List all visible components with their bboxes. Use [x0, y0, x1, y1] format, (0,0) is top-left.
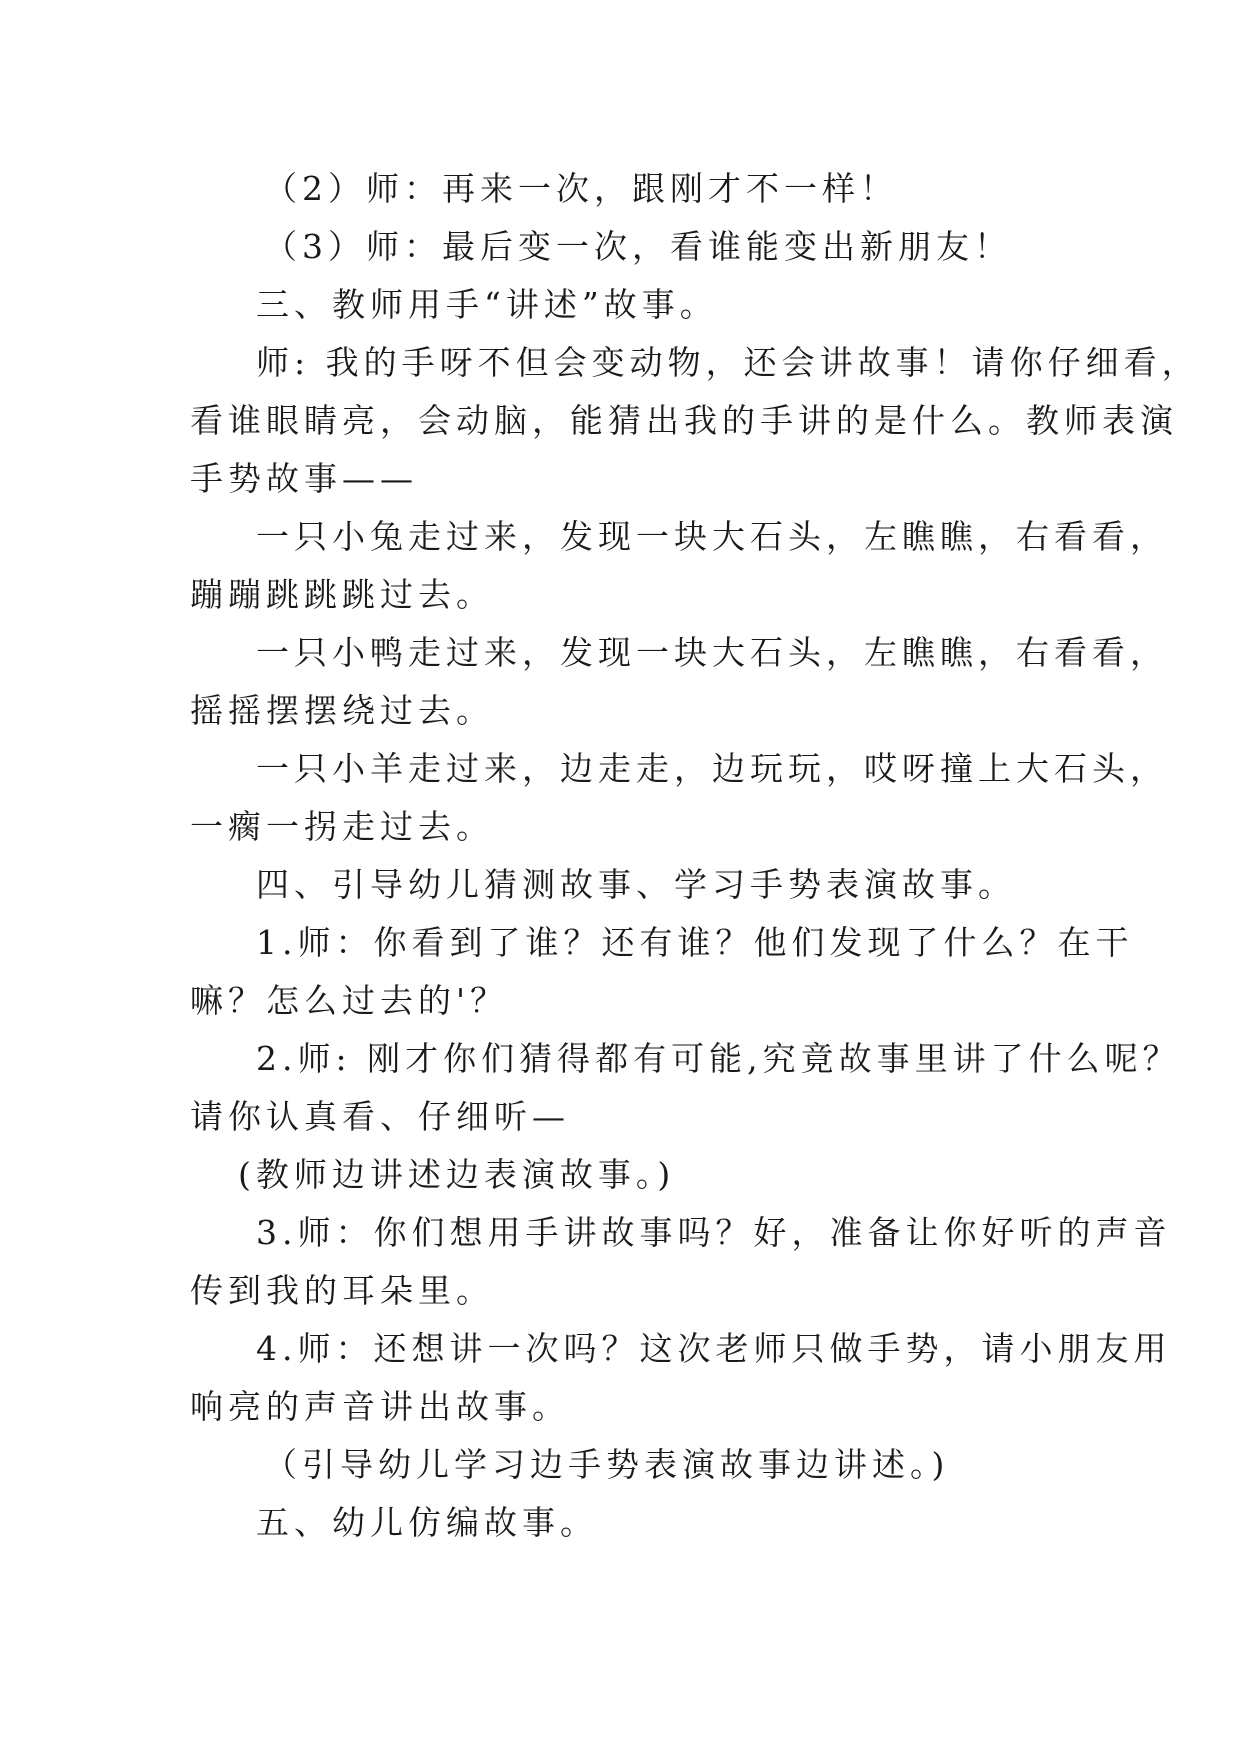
text-line: 2.师: 刚才你们猜得都有可能,究竟故事里讲了什么呢？ — [256, 1039, 1181, 1078]
text-line: （3）师：最后变一次，看谁能变出新朋友！ — [264, 227, 1012, 266]
text-line: （2）师：再来一次，跟刚才不一样！ — [264, 169, 898, 208]
text-line: 传到我的耳朵里。 — [190, 1271, 494, 1310]
text-line: （引导幼儿学习边手势表演故事边讲述。) — [264, 1445, 950, 1484]
document-body — [190, 160, 1200, 1552]
text-line: 一只小羊走过来，边走走，边玩玩，哎呀撞上大石头， — [256, 749, 1168, 788]
text-line: 4.师：还想讲一次吗？这次老师只做手势，请小朋友用 — [256, 1329, 1172, 1368]
text-line: 师: 我的手呀不但会变动物，还会讲故事！请你仔细看， — [256, 343, 1200, 382]
text-line: 请你认真看、仔细听— — [190, 1097, 570, 1136]
text-line: 摇摇摆摆绕过去。 — [190, 691, 494, 730]
text-line: 嘛？怎么过去的'？ — [190, 981, 509, 1020]
text-line: (教师边讲述边表演故事。) — [238, 1155, 676, 1194]
text-line: 响亮的声音讲出故事。 — [190, 1387, 570, 1426]
text-line: 蹦蹦跳跳跳过去。 — [190, 575, 494, 614]
text-line: 1.师：你看到了谁？还有谁？他们发现了什么？在干 — [256, 923, 1134, 962]
text-line: 一瘸一拐走过去。 — [190, 807, 494, 846]
text-line: 看谁眼睛亮，会动脑，能猜出我的手讲的是什么。教师表演 — [190, 401, 1178, 440]
text-line: 手势故事—— — [190, 459, 418, 498]
text-line: 三、教师用手“讲述”故事。 — [256, 285, 718, 324]
text-line: 一只小兔走过来，发现一块大石头，左瞧瞧，右看看， — [256, 517, 1168, 556]
text-line: 四、引导幼儿猜测故事、学习手势表演故事。 — [256, 865, 1016, 904]
text-line: 一只小鸭走过来，发现一块大石头，左瞧瞧，右看看， — [256, 633, 1168, 672]
text-line: 3.师：你们想用手讲故事吗？好，准备让你好听的声音 — [256, 1213, 1172, 1252]
text-line: 五、幼儿仿编故事。 — [256, 1503, 598, 1542]
